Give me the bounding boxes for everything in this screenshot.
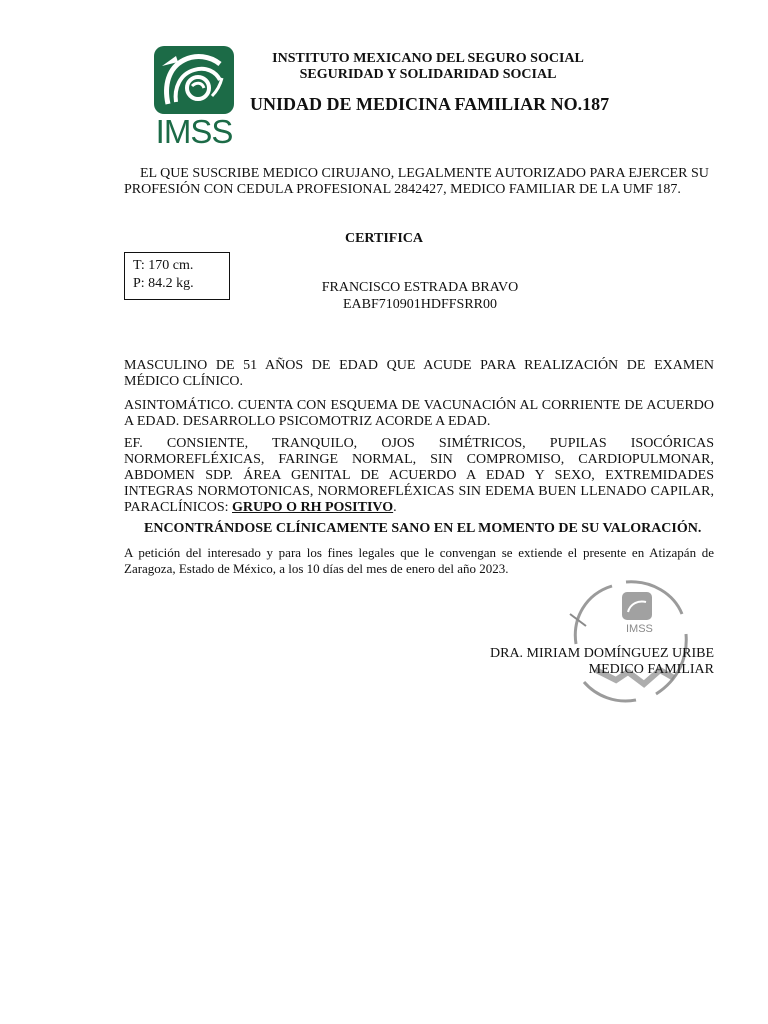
body-paragraph-3 <box>124 436 714 516</box>
institute-motto: SEGURIDAD Y SOLIDARIDAD SOCIAL <box>299 67 557 82</box>
conclusion: ENCONTRÁNDOSE CLÍNICAMENTE SANO EN EL MOMENTO DE SU VALORACIÓN. <box>144 521 702 536</box>
body-paragraph-1: MASCULINO DE 51 AÑOS DE EDAD QUE ACUDE PARA REALIZACIÓN DE EXAMEN MÉDICO CLÍNICO. <box>124 358 714 389</box>
period: . <box>393 500 397 515</box>
exam-findings: EF. CONSIENTE, TRANQUILO, OJOS SIMÉTRICOS, PUPILAS ISOCÓRICAS NORMOREFLÉXICAS, FARINGE NORMAL, SIN COMPROMISO, CARDIOPULMONAR, ABDOMEN SDP. ÁREA GENITAL DE ACUERDO A EDAD Y SEXO, EXTREMIDADES INTEGRAS NORMOTONICAS, NORMOREFLÉXICAS SIN EDEMA BUEN LLENADO CAPILAR, PARACLÍNICOS: <box>124 436 714 515</box>
weight-value: P: 84.2 kg. <box>133 276 194 291</box>
height-value: T: 170 cm. <box>133 258 194 273</box>
blood-group: GRUPO O RH POSITIVO <box>232 500 394 515</box>
signature-name: DRA. MIRIAM DOMÍNGUEZ URIBE <box>490 646 714 661</box>
svg-text:IMSS: IMSS <box>626 623 653 635</box>
signature-title: MEDICO FAMILIAR <box>588 662 714 677</box>
institute-name: INSTITUTO MEXICANO DEL SEGURO SOCIAL <box>272 51 584 66</box>
body-paragraph-2: ASINTOMÁTICO. CUENTA CON ESQUEMA DE VACUNACIÓN AL CORRIENTE DE ACUERDO A EDAD. DESARROLLO PSICOMOTRIZ ACORDE A EDAD. <box>124 398 714 429</box>
measurements-box <box>124 252 230 300</box>
patient-id: EABF710901HDFFSRR00 <box>342 297 498 312</box>
logo-wordmark: IMSS <box>155 113 233 150</box>
unit-title: UNIDAD DE MEDICINA FAMILIAR NO.187 <box>250 94 610 114</box>
intro-paragraph: EL QUE SUSCRIBE MEDICO CIRUJANO, LEGALMENTE AUTORIZADO PARA EJERCER SU PROFESIÓN CON CEDULA PROFESIONAL 2842427, MEDICO FAMILIAR DE LA UMF 187. <box>124 166 709 197</box>
official-stamp <box>556 574 696 706</box>
closing-paragraph: A petición del interesado y para los fines legales que le convengan se extiende el presente en Atizapán de Zaragoza, Estado de México, a los 10 días del mes de enero del año 2023. <box>124 545 714 576</box>
certifica-heading: CERTIFICA <box>344 231 424 246</box>
patient-name: FRANCISCO ESTRADA BRAVO <box>321 280 519 295</box>
